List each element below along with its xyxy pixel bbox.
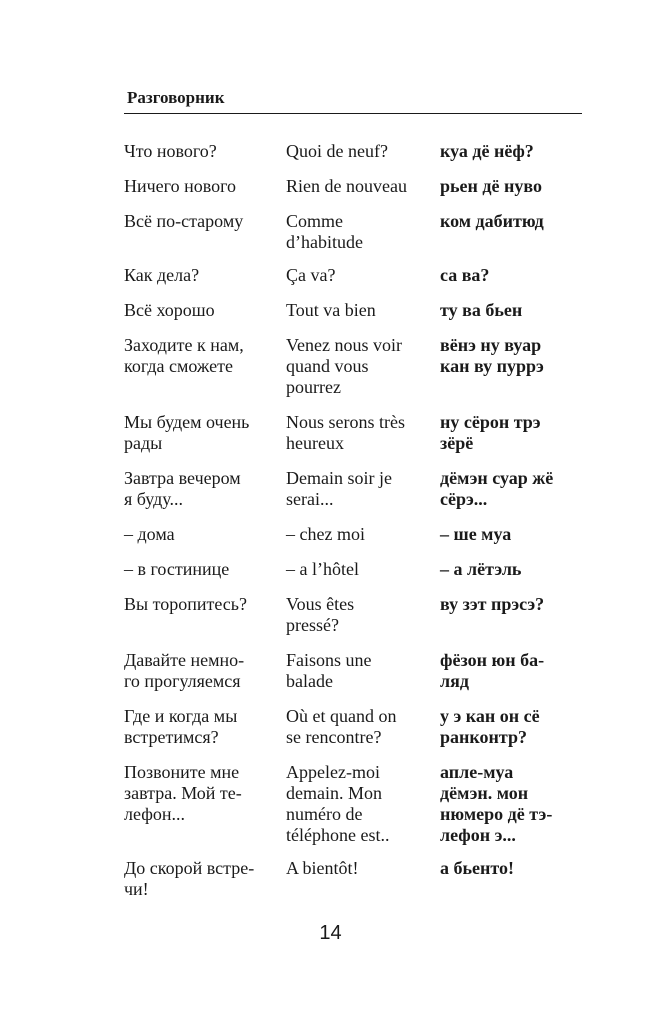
russian-phrase: Позвоните мне завтра. Мой те- лефон... xyxy=(124,762,242,824)
russian-phrase: Завтра вечером я буду... xyxy=(124,468,241,509)
page-header-title: Разговорник xyxy=(127,88,225,107)
transcription: – ше муа xyxy=(440,524,512,544)
transcription: ну сёрон трэ зёрё xyxy=(440,412,541,453)
french-phrase: – chez moi xyxy=(286,524,365,544)
french-phrase: Rien de nouveau xyxy=(286,176,407,196)
french-phrase: Nous serons très heureux xyxy=(286,412,405,453)
header-rule xyxy=(124,113,582,114)
french-phrase: Tout va bien xyxy=(286,300,376,320)
page-number: 14 xyxy=(319,922,342,944)
french-phrase: Faisons une balade xyxy=(286,650,372,691)
transcription: ву зэт прэсэ? xyxy=(440,594,545,614)
french-phrase: Venez nous voir quand vous pourrez xyxy=(286,335,402,397)
french-phrase: Ça va? xyxy=(286,265,336,285)
french-phrase: A bientôt! xyxy=(286,858,359,878)
french-phrase: Où et quand on se rencontre? xyxy=(286,706,397,747)
russian-phrase: Вы торопитесь? xyxy=(124,594,247,614)
russian-phrase: Давайте немно- го прогуляемся xyxy=(124,650,245,691)
russian-phrase: Всё по-старому xyxy=(124,211,244,231)
russian-phrase: До скорой встре- чи! xyxy=(124,858,255,899)
russian-phrase: Что нового? xyxy=(124,141,217,161)
transcription: вёнэ ну вуар кан ву пуррэ xyxy=(440,335,544,376)
russian-phrase: Мы будем очень рады xyxy=(124,412,250,453)
transcription: фёзон юн ба- ляд xyxy=(440,650,545,691)
french-phrase: Appelez-moi demain. Mon numéro de téléphone est.. xyxy=(286,762,390,845)
french-phrase: Quoi de neuf? xyxy=(286,141,388,161)
transcription: у э кан он сё ранконтр? xyxy=(440,706,540,747)
french-phrase: Vous êtes pressé? xyxy=(286,594,355,635)
russian-phrase: Как дела? xyxy=(124,265,200,285)
russian-phrase: Где и когда мы встретимся? xyxy=(124,706,238,747)
russian-phrase: Ничего нового xyxy=(124,176,237,196)
french-phrase: – a l’hôtel xyxy=(286,559,359,579)
russian-phrase: Заходите к нам, когда сможете xyxy=(124,335,244,376)
russian-phrase: – дома xyxy=(124,524,175,544)
transcription: ком дабитюд xyxy=(440,211,544,231)
transcription: а бьенто! xyxy=(440,858,514,878)
transcription: рьен дё нуво xyxy=(440,176,542,196)
transcription: ту ва бьен xyxy=(440,300,523,320)
russian-phrase: Всё хорошо xyxy=(124,300,215,320)
french-phrase: Demain soir je serai... xyxy=(286,468,392,509)
transcription: апле-муа дёмэн. мон нюмеро дё тэ- лефон э... xyxy=(440,762,553,845)
french-phrase: Comme d’habitude xyxy=(286,211,363,252)
transcription: куа дё нёф? xyxy=(440,141,534,161)
transcription: дёмэн суар жё сёрэ... xyxy=(440,468,554,509)
transcription: – а лётэль xyxy=(440,559,522,579)
transcription: са ва? xyxy=(440,265,490,285)
russian-phrase: – в гостинице xyxy=(124,559,230,579)
